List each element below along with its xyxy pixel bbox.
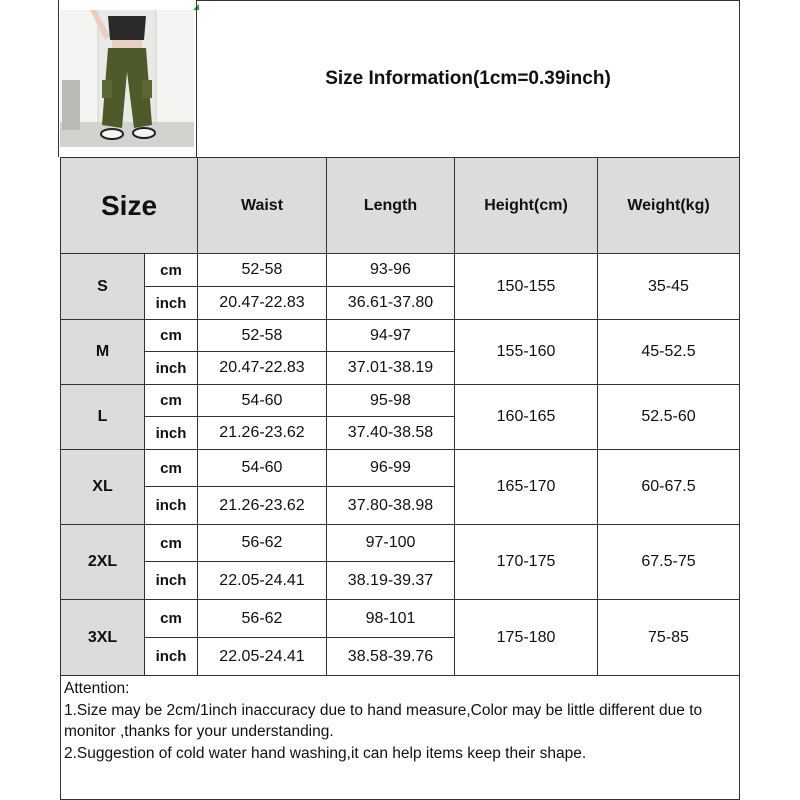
waist-inch: 21.26-23.62 — [197, 486, 326, 524]
header-weight: Weight(kg) — [597, 157, 740, 253]
unit-inch: inch — [144, 286, 197, 319]
weight-value: 35-45 — [597, 253, 740, 319]
height-value: 175-180 — [454, 599, 597, 676]
height-value: 155-160 — [454, 319, 597, 384]
unit-cm: cm — [144, 449, 197, 486]
length-inch: 37.40-38.58 — [326, 416, 454, 449]
length-cm: 93-96 — [326, 253, 454, 286]
waist-cm: 52-58 — [197, 253, 326, 286]
length-inch: 36.61-37.80 — [326, 286, 454, 319]
unit-cm: cm — [144, 524, 197, 561]
height-value: 165-170 — [454, 449, 597, 524]
product-photo — [60, 10, 194, 147]
unit-inch: inch — [144, 416, 197, 449]
attention-notes — [60, 676, 740, 800]
length-cm: 97-100 — [326, 524, 454, 561]
weight-value: 60-67.5 — [597, 449, 740, 524]
size-label: S — [60, 253, 144, 319]
unit-inch: inch — [144, 351, 197, 384]
length-cm: 98-101 — [326, 599, 454, 637]
length-cm: 94-97 — [326, 319, 454, 351]
weight-value: 45-52.5 — [597, 319, 740, 384]
waist-cm: 52-58 — [197, 319, 326, 351]
header-size: Size — [60, 157, 197, 253]
size-label: M — [60, 319, 144, 384]
waist-inch: 20.47-22.83 — [197, 351, 326, 384]
size-label: XL — [60, 449, 144, 524]
length-inch: 37.01-38.19 — [326, 351, 454, 384]
length-inch: 38.19-39.37 — [326, 561, 454, 599]
height-value: 170-175 — [454, 524, 597, 599]
model-wearing-olive-cargo-pants-image — [60, 10, 194, 147]
attention-heading: Attention: — [64, 680, 130, 697]
unit-cm: cm — [144, 253, 197, 286]
waist-inch: 22.05-24.41 — [197, 561, 326, 599]
header-height: Height(cm) — [454, 157, 597, 253]
unit-inch: inch — [144, 486, 197, 524]
waist-cm: 56-62 — [197, 524, 326, 561]
attention-note-2: 2.Suggestion of cold water hand washing,it can help items keep their shape. — [64, 744, 587, 762]
header-length: Length — [326, 157, 454, 253]
length-inch: 38.58-39.76 — [326, 637, 454, 676]
title-cell — [196, 0, 740, 157]
page-title: Size Information(1cm=0.39inch) — [325, 68, 611, 89]
length-cm: 96-99 — [326, 449, 454, 486]
waist-cm: 56-62 — [197, 599, 326, 637]
header-waist: Waist — [197, 157, 326, 253]
size-label: 2XL — [60, 524, 144, 599]
length-cm: 95-98 — [326, 384, 454, 416]
weight-value: 67.5-75 — [597, 524, 740, 599]
size-label: L — [60, 384, 144, 449]
waist-inch: 20.47-22.83 — [197, 286, 326, 319]
weight-value: 52.5-60 — [597, 384, 740, 449]
photo-frame — [58, 0, 60, 157]
waist-cm: 54-60 — [197, 449, 326, 486]
length-inch: 37.80-38.98 — [326, 486, 454, 524]
weight-value: 75-85 — [597, 599, 740, 676]
height-value: 150-155 — [454, 253, 597, 319]
waist-inch: 21.26-23.62 — [197, 416, 326, 449]
unit-cm: cm — [144, 319, 197, 351]
height-value: 160-165 — [454, 384, 597, 449]
waist-cm: 54-60 — [197, 384, 326, 416]
unit-cm: cm — [144, 384, 197, 416]
unit-inch: inch — [144, 637, 197, 676]
attention-note-1: 1.Size may be 2cm/1inch inaccuracy due to hand measure,Color may be little different due to monitor ,thanks for your understanding. — [64, 701, 703, 740]
unit-cm: cm — [144, 599, 197, 637]
unit-inch: inch — [144, 561, 197, 599]
waist-inch: 22.05-24.41 — [197, 637, 326, 676]
size-label: 3XL — [60, 599, 144, 676]
